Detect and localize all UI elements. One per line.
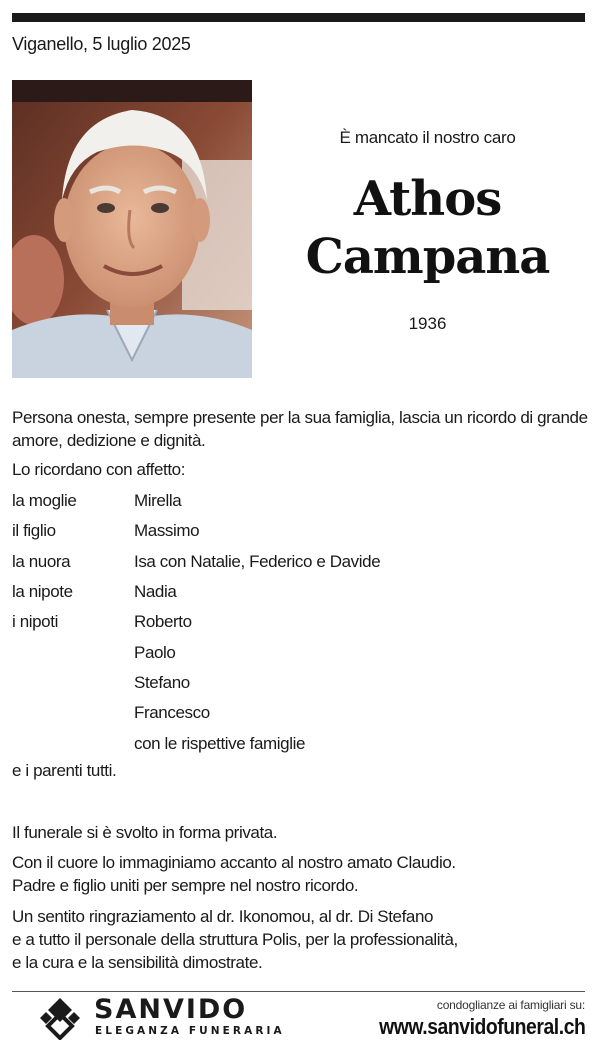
relative-names: con le rispettive famiglie xyxy=(134,733,306,753)
relative-names: Nadia xyxy=(134,582,177,602)
relative-names: Paolo xyxy=(134,642,176,662)
remembered-by: Lo ricordano con affetto: xyxy=(12,460,186,479)
condolences-label: condoglianze ai famigliari su: xyxy=(436,998,585,1012)
relative-names: Isa con Natalie, Federico e Davide xyxy=(134,551,381,571)
relative-role: la moglie xyxy=(12,491,77,511)
footer-rule xyxy=(12,991,585,992)
funeral-notice: Il funerale si è svolto in forma privata. xyxy=(12,823,278,842)
website-link[interactable]: www.sanvidofuneral.ch xyxy=(378,1014,585,1039)
memory-line: Con il cuore lo immaginiamo accanto al nostro amato Claudio. xyxy=(12,853,456,872)
relative-names: Mirella xyxy=(134,491,182,511)
list-item xyxy=(12,698,380,728)
list-item xyxy=(12,547,380,577)
relative-role: la nipote xyxy=(12,582,73,602)
relative-names: Roberto xyxy=(134,612,192,632)
tribute-text: Persona onesta, sempre presente per la sua famiglia, lascia un ricordo di grande amore, dedizione e dignità. xyxy=(12,408,588,450)
list-item xyxy=(12,607,380,637)
thanks-line: e a tutto il personale della struttura Polis, per la professionalità, xyxy=(12,930,458,949)
list-item xyxy=(12,637,380,667)
relatives-closing: e i parenti tutti. xyxy=(12,761,117,780)
list-item xyxy=(12,486,380,516)
list-item xyxy=(12,516,380,546)
thanks-text xyxy=(12,905,592,974)
relative-role: il figlio xyxy=(12,521,56,541)
brand-tagline: ELEGANZA FUNERARIA xyxy=(95,1025,285,1037)
place-date: Viganello, 5 luglio 2025 xyxy=(12,34,191,54)
deceased-name xyxy=(285,170,570,286)
relatives-list xyxy=(12,486,380,759)
portrait-photo xyxy=(12,80,252,378)
memory-line: Padre e figlio uniti per sempre nel nostro ricordo. xyxy=(12,876,359,895)
relative-role: i nipoti xyxy=(12,612,58,632)
relative-names: Stefano xyxy=(134,672,190,692)
list-item xyxy=(12,668,380,698)
relative-names: Massimo xyxy=(134,521,200,541)
last-name: Campana xyxy=(305,229,550,285)
brand-name: SANVIDO xyxy=(94,994,248,1025)
relative-names: Francesco xyxy=(134,703,210,723)
birth-year: 1936 xyxy=(408,314,447,333)
thanks-line: Un sentito ringraziamento al dr. Ikonomou, al dr. Di Stefano xyxy=(12,907,434,926)
announcement: È mancato il nostro caro xyxy=(339,128,516,147)
sanvido-logo-icon xyxy=(38,996,82,1040)
relative-role: la nuora xyxy=(12,551,71,571)
top-rule xyxy=(12,13,585,22)
first-name: Athos xyxy=(353,171,502,227)
list-item xyxy=(12,728,380,758)
thanks-line: e la cura e la sensibilità dimostrate. xyxy=(12,953,263,972)
memory-text xyxy=(12,851,592,897)
list-item xyxy=(12,577,380,607)
